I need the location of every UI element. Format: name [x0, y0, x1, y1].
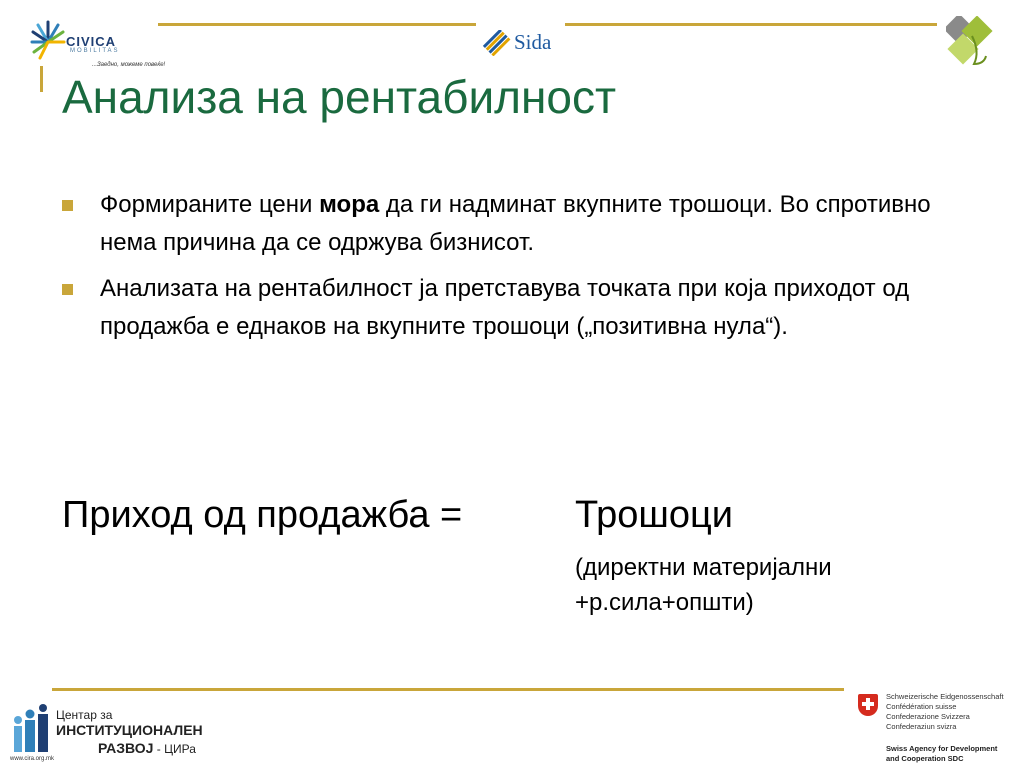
footer-rule: [52, 688, 844, 691]
bullet-text-bold: мора: [319, 191, 380, 218]
bullet-item: [62, 186, 942, 262]
cira-line3-suffix: - ЦИРа: [153, 742, 196, 756]
civica-name: CIVICA: [66, 34, 117, 49]
swiss-line: Confederaziun svizra: [886, 722, 957, 731]
civica-tagline: ...Заедно, можеме повеќе!: [92, 62, 166, 68]
civica-sunburst-icon: [30, 18, 66, 62]
header-rule-right: [565, 23, 937, 26]
bullet-text-pre: Анализата на рентабилност ја претставува точката при која приходот од продажба е еднаков на вкупните трошоци („позитивна нула“).: [100, 275, 910, 340]
bullet-text-pre: Формираните цени: [100, 191, 320, 218]
civica-logo: [30, 12, 170, 68]
cira-line1: Центар за: [56, 708, 113, 722]
header-rule-left: [158, 23, 476, 26]
cira-people-icon: [10, 704, 54, 756]
swiss-agency-line2: and Cooperation SDC: [886, 754, 964, 763]
bullet-square-icon: [62, 200, 73, 211]
cira-line2: ИНСТИТУЦИОНАЛЕН: [56, 722, 203, 738]
equation-note: (директни материјални +р.сила+општи): [575, 554, 832, 616]
cira-line3: [98, 740, 196, 756]
sida-logo: [482, 28, 572, 56]
cira-logo: [8, 702, 208, 766]
swiss-agency-line1: Swiss Agency for Development: [886, 744, 998, 753]
slide-title: Анализа на рентабилност: [62, 71, 617, 123]
equation-right: Трошоци: [575, 494, 733, 536]
sida-mark-icon: [482, 30, 512, 56]
civica-sub: MOBILITAS: [70, 48, 120, 54]
header-vertical-rule: [40, 66, 43, 92]
swiss-line: Confédération suisse: [886, 702, 957, 711]
swiss-line: Confederazione Svizzera: [886, 712, 970, 721]
swiss-flag-icon: [858, 694, 878, 716]
bullet-list: [62, 186, 942, 354]
equation-left: Приход од продажба =: [62, 494, 463, 536]
sida-name: Sida: [514, 30, 552, 54]
leaf-logo: [946, 16, 998, 70]
bullet-item: [62, 270, 942, 346]
bullet-square-icon: [62, 284, 73, 295]
cira-line3-bold: РАЗВОЈ: [98, 740, 154, 756]
swiss-line: Schweizerische Eidgenossenschaft: [886, 692, 1004, 701]
bullet-text-post: да ги надминат вкупните трошоци. Во спротивно нема причина да се одржува бизнисот.: [100, 191, 931, 256]
leaf-icon: [946, 16, 998, 70]
swiss-sdc-logo: [856, 690, 1024, 768]
cira-url: www.cira.org.mk: [10, 756, 55, 762]
